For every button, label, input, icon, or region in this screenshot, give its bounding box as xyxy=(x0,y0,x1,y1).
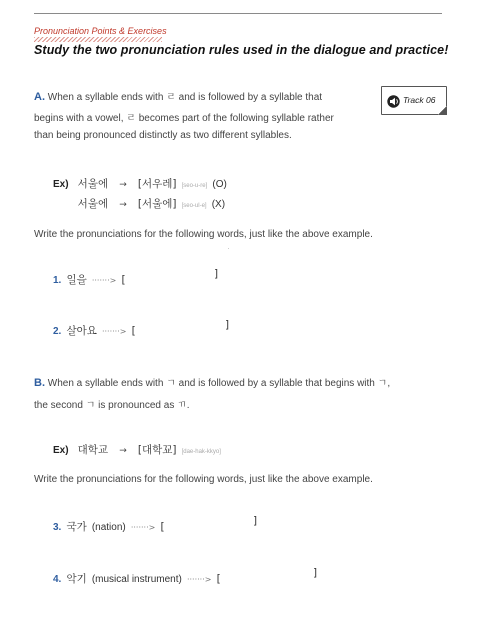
example-mark: (X) xyxy=(211,199,226,210)
rule-a-text-2b: becomes part of the following syllable rather xyxy=(138,113,334,124)
rule-b-text-2a: the second xyxy=(34,400,83,411)
exercise-number: 4. xyxy=(53,574,62,585)
rule-a-line-2 xyxy=(34,109,334,124)
rule-b-example: Ex) 대학교 → [대학꾜] [dae-hak-kkyo] xyxy=(53,444,221,456)
example-word: 대학교 xyxy=(77,444,109,456)
answer-field-3[interactable]: ] xyxy=(253,515,258,527)
exercise-2: 2. 살아요 ·······> [ xyxy=(53,325,136,337)
dotted-arrow: ·······> xyxy=(130,523,156,532)
exercise-number: 2. xyxy=(53,326,62,337)
answer-field-4[interactable]: ] xyxy=(313,567,318,579)
rule-b-text-1a: When a syllable ends with xyxy=(47,378,164,389)
example-roman: [seo-u-re] xyxy=(181,183,208,189)
exercise-word: 국가 xyxy=(66,521,87,533)
example-label: Ex) xyxy=(53,179,69,190)
rule-b-jamo-double: ㄲ xyxy=(177,400,187,411)
example-label: Ex) xyxy=(53,445,69,456)
example-roman: [dae-hak-kkyo] xyxy=(181,449,221,455)
exercise-gloss: (musical instrument) xyxy=(91,574,182,585)
exercise-word: 악기 xyxy=(66,573,87,585)
example-mark: (O) xyxy=(212,179,227,190)
rule-b-jamo: ㄱ xyxy=(166,378,176,389)
top-rule xyxy=(34,13,442,14)
rule-a-jamo: ㄹ xyxy=(166,92,176,103)
rule-a-text-2a: begins with a vowel, xyxy=(34,113,124,124)
rule-b-jamo-2: ㄱ xyxy=(377,378,388,389)
rule-b-jamo-3: ㄱ xyxy=(85,400,96,411)
answer-field-2[interactable]: ] xyxy=(225,319,230,331)
rule-a-line-1 xyxy=(34,88,322,103)
rule-a-text-1a: When a syllable ends with xyxy=(47,92,164,103)
dotted-arrow: ·······> xyxy=(101,327,127,336)
exercise-1: 1. 일을 ·······> [ xyxy=(53,274,126,286)
stray-dot xyxy=(228,248,229,249)
answer-field-1[interactable]: ] xyxy=(214,268,219,280)
example-word: 서울에 xyxy=(77,198,109,210)
rule-b-text-1b: and is followed by a syllable that begins with xyxy=(178,378,375,389)
example-pron: 서울에 xyxy=(141,198,173,210)
track-button[interactable] xyxy=(381,86,447,115)
exercise-number: 1. xyxy=(53,275,62,286)
arrow-icon: → xyxy=(119,180,127,190)
rule-a-text-1b: and is followed by a syllable that xyxy=(178,92,323,103)
example-pron: 대학꾜 xyxy=(141,444,173,456)
dotted-arrow: ·······> xyxy=(91,276,117,285)
rule-a-line-3: than being pronounced distinctly as two different syllables. xyxy=(34,130,292,141)
rule-a-letter: A. xyxy=(34,91,45,103)
rule-a-jamo-2: ㄹ xyxy=(126,113,136,124)
section-label: Pronunciation Points & Exercises xyxy=(34,26,167,36)
exercise-word: 살아요 xyxy=(66,325,97,337)
rule-b-text-2b: is pronounced as xyxy=(98,400,175,411)
example-pron: 서우레 xyxy=(141,178,173,190)
track-label: Track 06 xyxy=(403,95,436,105)
exercise-word: 일을 xyxy=(66,274,87,286)
page-title: Study the two pronunciation rules used in the dialogue and practice! xyxy=(34,43,449,57)
arrow-icon: → xyxy=(119,446,127,456)
exercise-4: 4. 악기 (musical instrument) ·······> [ xyxy=(53,573,221,585)
exercise-3: 3. 국가 (nation) ·······> [ xyxy=(53,521,165,533)
speaker-icon xyxy=(387,93,401,112)
exercise-number: 3. xyxy=(53,522,62,533)
example-word: 서울에 xyxy=(77,178,109,190)
rule-b-line-1: B. When a syllable ends with ㄱ and is followed by a syllable that begins with ㄱ, xyxy=(34,377,391,389)
arrow-icon: → xyxy=(119,200,127,210)
track-corner-fold xyxy=(438,106,447,115)
rule-b-instruction: Write the pronunciations for the following words, just like the above example. xyxy=(34,474,373,485)
rule-a-example-2: 서울에 → [서울에] [seo-ul-e] (X) xyxy=(77,198,226,210)
rule-b-line-2: the second ㄱ is pronounced as ㄲ. xyxy=(34,400,190,411)
rule-a-example-1: Ex) 서울에 → [서우레] [seo-u-re] (O) xyxy=(53,178,227,190)
dotted-arrow: ·······> xyxy=(186,575,212,584)
section-label-underline xyxy=(34,37,162,42)
exercise-gloss: (nation) xyxy=(91,522,126,533)
rule-a-instruction: Write the pronunciations for the following words, just like the above example. xyxy=(34,229,373,240)
rule-b-letter: B. xyxy=(34,377,45,389)
example-roman: [seo-ul-e] xyxy=(181,203,207,209)
